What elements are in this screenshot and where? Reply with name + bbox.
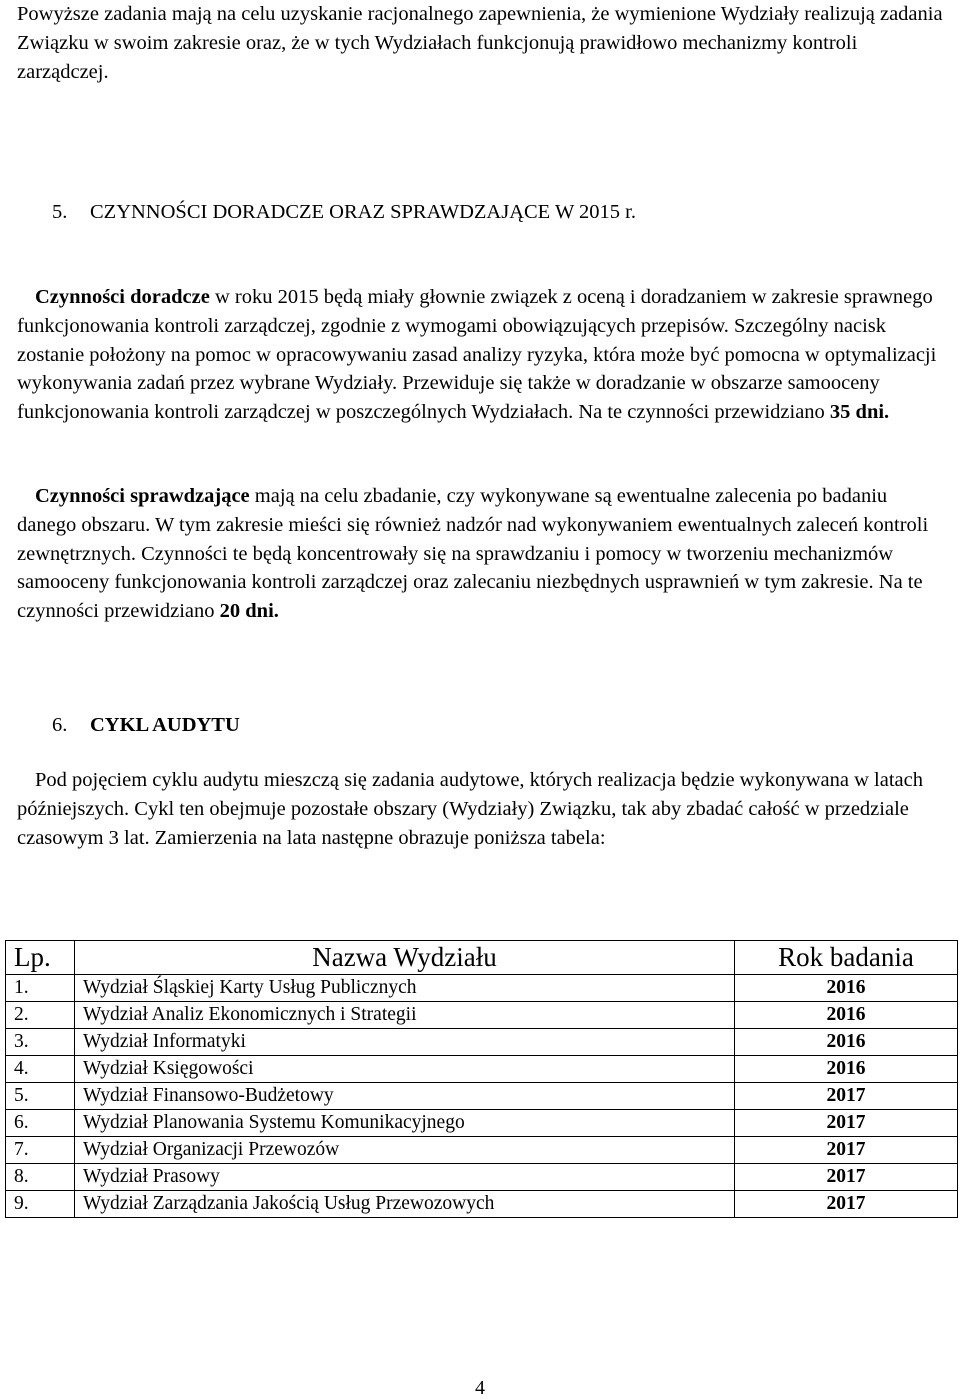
row-department: Wydział Zarządzania Jakością Usług Przewozowych (75, 1191, 735, 1218)
audit-cycle-paragraph (17, 766, 947, 852)
row-department: Wydział Prasowy (75, 1164, 735, 1191)
row-lp: 3. (6, 1029, 75, 1056)
section-5-heading (52, 198, 636, 226)
intro-paragraph: Powyższe zadania mają na celu uzyskanie racjonalnego zapewnienia, że wymienione Wydziały realizują zadania Związku w swoim zakresie oraz, że w tych Wydziałach funkcjonują prawidłowo mechanizmy kontroli zarządczej. (17, 3, 943, 83)
advisory-paragraph (17, 283, 947, 427)
row-lp: 5. (6, 1083, 75, 1110)
header-department: Nazwa Wydziału (75, 941, 735, 975)
verification-text: mają na celu zbadanie, czy wykonywane są ewentualne zalecenia po badaniu danego obszaru. W tym zakresie mieści się również nadzór nad wykonywaniem ewentualnych zaleceń kontroli zewnętrznych. Czynności te będą koncentrowały się na sprawdzaniu i pomocy w tworzeniu mechanizmów samooceny funkcjonowania kontroli zarządczej oraz zalecaniu niezbędnych usprawnień w tym zakresie. Na te czynności przewidziano (17, 485, 929, 623)
audit-plan-table (5, 940, 958, 1218)
row-year: 2016 (735, 1056, 958, 1083)
row-year: 2016 (735, 1002, 958, 1029)
header-year: Rok badania (735, 941, 958, 975)
section-5-number: 5. (52, 201, 68, 223)
audit-cycle-text: Pod pojęciem cyklu audytu mieszczą się zadania audytowe, których realizacja będzie wykonywana w latach późniejszych. Cykl ten obejmuje pozostałe obszary (Wydziały) Związku, tak aby zbadać całość w przedziale czasowym 3 lat. Zamierzenia na lata następne obrazuje poniższa tabela: (17, 769, 923, 849)
row-lp: 9. (6, 1191, 75, 1218)
table-row (6, 1002, 958, 1029)
table-row (6, 1083, 958, 1110)
table-row (6, 1029, 958, 1056)
verification-days: 20 dni (219, 600, 274, 623)
row-lp: 6. (6, 1110, 75, 1137)
verification-lead: Czynności sprawdzające (35, 485, 250, 507)
table-row (6, 1164, 958, 1191)
row-department: Wydział Informatyki (75, 1029, 735, 1056)
table-row (6, 1137, 958, 1164)
table-row (6, 1056, 958, 1083)
row-year: 2017 (735, 1110, 958, 1137)
advisory-days: 35 dni (829, 401, 885, 424)
row-year: 2016 (735, 1029, 958, 1056)
table-row (6, 1110, 958, 1137)
row-year: 2017 (735, 1083, 958, 1110)
row-department: Wydział Planowania Systemu Komunikacyjnego (75, 1110, 735, 1137)
section-6-number: 6. (52, 714, 68, 736)
row-year: 2017 (735, 1137, 958, 1164)
verification-end: . (273, 600, 279, 623)
advisory-text: w roku 2015 będą miały głownie związek z oceną i doradzaniem w zakresie sprawnego funkcjonowania kontroli zarządczej, zgodnie z wymogami obowiązujących przepisów. Szczególny nacisk zostanie położony na pomoc w opracowywaniu zasad analizy ryzyka, która może być pomocna w optymalizacji wykonywania zadań przez wybrane Wydziały. Przewiduje się także w doradzanie w obszarze samooceny funkcjonowania kontroli zarządczej w poszczególnych Wydziałach. Na te czynności przewidziano (17, 286, 937, 424)
row-lp: 7. (6, 1137, 75, 1164)
row-department: Wydział Śląskiej Karty Usług Publicznych (75, 975, 735, 1002)
section-6-heading (52, 711, 240, 739)
row-department: Wydział Analiz Ekonomicznych i Strategii (75, 1002, 735, 1029)
header-lp: Lp. (6, 941, 75, 975)
table-header-row (6, 941, 958, 975)
table-row (6, 1191, 958, 1218)
row-department: Wydział Finansowo-Budżetowy (75, 1083, 735, 1110)
row-department: Wydział Organizacji Przewozów (75, 1137, 735, 1164)
table-row (6, 975, 958, 1002)
row-lp: 8. (6, 1164, 75, 1191)
advisory-lead: Czynności doradcze (35, 286, 210, 308)
advisory-end: . (884, 401, 890, 424)
row-department: Wydział Księgowości (75, 1056, 735, 1083)
row-year: 2017 (735, 1164, 958, 1191)
section-5-title: CZYNNOŚCI DORADCZE ORAZ SPRAWDZAJĄCE W 2015 r. (90, 201, 637, 223)
row-lp: 1. (6, 975, 75, 1002)
row-lp: 2. (6, 1002, 75, 1029)
row-lp: 4. (6, 1056, 75, 1083)
section-6-title: CYKL AUDYTU (90, 714, 240, 736)
verification-paragraph (17, 482, 947, 626)
row-year: 2017 (735, 1191, 958, 1218)
page-number: 4 (475, 1377, 485, 1399)
row-year: 2016 (735, 975, 958, 1002)
